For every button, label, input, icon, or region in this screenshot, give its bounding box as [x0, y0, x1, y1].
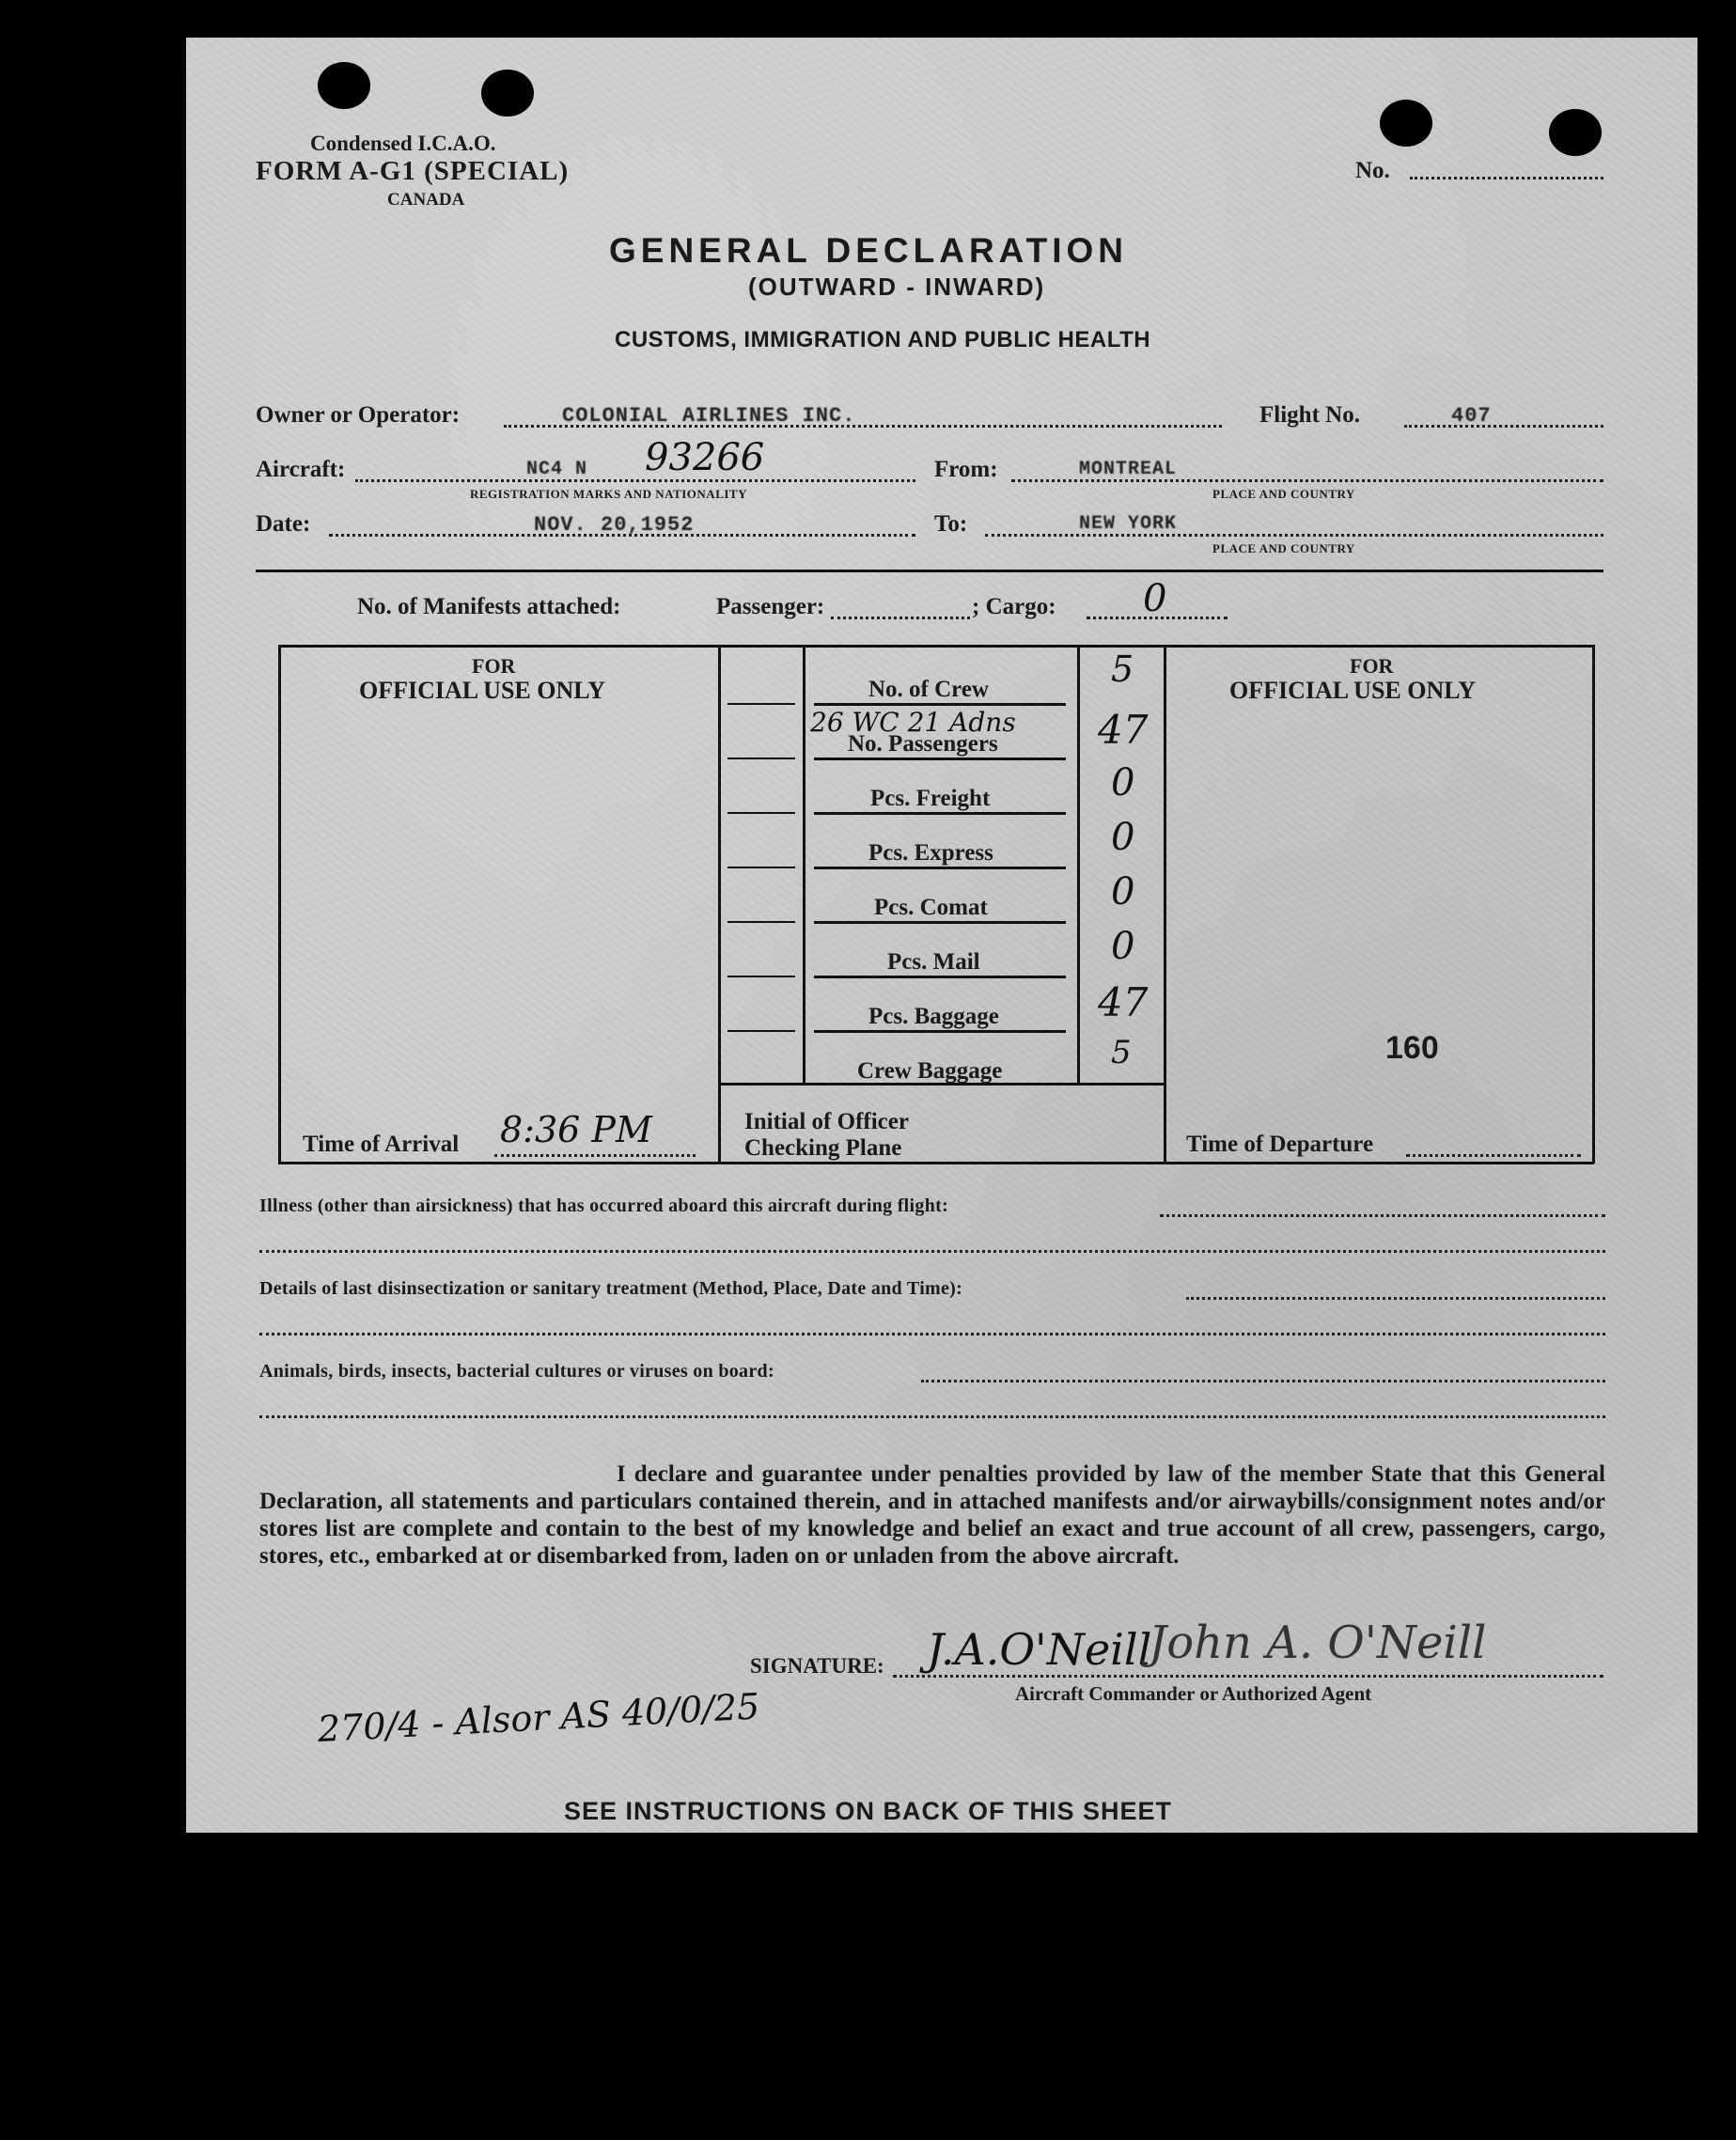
officer-label-1: Initial of Officer — [744, 1109, 909, 1134]
manifest-cargo-value: 0 — [1143, 577, 1167, 620]
comat-value: 0 — [1111, 870, 1135, 914]
disinsect-line-1 — [1186, 1297, 1605, 1300]
manifests-label: No. of Manifests attached: — [357, 594, 621, 619]
crew-baggage-label: Crew Baggage — [857, 1058, 1003, 1084]
to-place-caption: PLACE AND COUNTRY — [1212, 541, 1355, 555]
animals-line-2 — [259, 1415, 1605, 1418]
initials-line — [727, 812, 795, 814]
punch-hole-right-2 — [1549, 109, 1602, 156]
manifest-passenger-line — [831, 617, 970, 619]
signature-line — [893, 1675, 1603, 1678]
row-line — [814, 758, 1066, 760]
form-country-label: CANADA — [387, 190, 465, 210]
to-value: NEW YORK — [1079, 513, 1178, 535]
department-title: CUSTOMS, IMMIGRATION AND PUBLIC HEALTH — [615, 327, 1151, 352]
form-number-label: FORM A-G1 (SPECIAL) — [256, 156, 570, 186]
initials-line — [727, 758, 795, 759]
owner-value: COLONIAL AIRLINES INC. — [562, 404, 856, 428]
express-label: Pcs. Express — [868, 840, 993, 866]
row-line — [814, 703, 1066, 706]
express-value: 0 — [1111, 816, 1135, 859]
from-value: MONTREAL — [1079, 459, 1178, 480]
declaration-body: I declare and guarantee under penalties provided by law of the member State that this General Declaration, all statements and particulars contained therein, and in attached manifests and/or airwaybills/consignment notes and/or stores list are complete and contain to the best of my knowledge and belief an exact and true account of all crew, passengers, cargo, stores, etc., embarked at or disembarked from, laden on or unladen from the above aircraft. — [259, 1461, 1605, 1569]
table-top-border — [278, 645, 1594, 648]
illness-line-2 — [259, 1250, 1605, 1253]
right-official-title: OFFICIAL USE ONLY — [1229, 677, 1476, 704]
owner-label: Owner or Operator: — [256, 402, 461, 428]
to-label: To: — [934, 511, 968, 537]
row-line — [814, 812, 1066, 815]
aircraft-line — [355, 479, 915, 482]
arrival-value: 8:36 PM — [500, 1109, 652, 1150]
row-line — [814, 921, 1066, 924]
table-bottom-border — [278, 1162, 1594, 1164]
crew-label: No. of Crew — [868, 677, 989, 702]
manifest-passenger-label: Passenger: — [716, 594, 825, 619]
left-official-title: OFFICIAL USE ONLY — [359, 677, 605, 704]
crew-value: 5 — [1111, 648, 1134, 690]
arrival-label: Time of Arrival — [303, 1132, 460, 1157]
date-value: NOV. 20,1952 — [534, 513, 695, 537]
signature-1: J.A.O'Neill — [927, 1624, 1152, 1675]
page-title: GENERAL DECLARATION — [609, 231, 1129, 270]
serial-no-line — [1410, 177, 1603, 180]
departure-stamp-number: 160 — [1385, 1030, 1439, 1066]
mail-label: Pcs. Mail — [887, 949, 980, 975]
comat-label: Pcs. Comat — [874, 895, 988, 920]
departure-line — [1406, 1154, 1581, 1157]
to-line — [985, 534, 1603, 537]
baggage-label: Pcs. Baggage — [868, 1004, 999, 1029]
punch-hole-left-2 — [481, 70, 534, 117]
aircraft-value: NC4 N — [526, 459, 588, 480]
signature-label: SIGNATURE: — [750, 1654, 884, 1678]
signature-caption: Aircraft Commander or Authorized Agent — [1015, 1682, 1372, 1705]
row-line — [814, 1030, 1066, 1033]
from-place-caption: PLACE AND COUNTRY — [1212, 487, 1355, 501]
animals-line-1 — [921, 1380, 1605, 1382]
flight-no-label: Flight No. — [1259, 402, 1360, 428]
aircraft-label: Aircraft: — [256, 457, 346, 482]
passengers-label: No. Passengers — [848, 731, 998, 757]
officer-label-2: Checking Plane — [744, 1135, 902, 1161]
form-condensed-label: Condensed I.C.A.O. — [310, 132, 496, 155]
initials-line — [727, 703, 795, 705]
passengers-value: 47 — [1098, 707, 1149, 753]
mail-value: 0 — [1111, 925, 1135, 968]
passenger-breakdown-note: 26 WC 21 Adns — [810, 707, 1016, 738]
header-separator — [256, 570, 1603, 572]
table-divider-left — [718, 645, 721, 1164]
disinsect-line-2 — [259, 1333, 1605, 1336]
serial-no-label: No. — [1355, 158, 1390, 183]
manifest-cargo-label: ; Cargo: — [972, 594, 1056, 619]
counts-inner-right — [1077, 645, 1080, 1083]
initials-line — [727, 867, 795, 868]
aircraft-handwritten: 93266 — [645, 436, 765, 479]
freight-label: Pcs. Freight — [870, 786, 991, 811]
right-for-label: FOR — [1350, 654, 1394, 678]
baggage-value: 47 — [1098, 979, 1149, 1025]
signature-2: John A. O'Neill — [1149, 1617, 1487, 1669]
handwritten-note: 270/4 - Alsor AS 40/0/25 — [316, 1685, 761, 1750]
freight-value: 0 — [1111, 761, 1135, 804]
initials-line — [727, 976, 795, 977]
punch-hole-left-1 — [318, 62, 370, 109]
flight-no-line — [1404, 425, 1603, 428]
footer-instructions: SEE INSTRUCTIONS ON BACK OF THIS SHEET — [564, 1797, 1173, 1825]
row-line — [814, 867, 1066, 869]
declaration-text — [259, 1461, 1605, 1570]
table-left-border — [278, 645, 281, 1164]
illness-line-1 — [1160, 1214, 1605, 1217]
initials-line — [727, 1030, 795, 1032]
left-for-label: FOR — [472, 654, 516, 678]
date-label: Date: — [256, 511, 311, 537]
table-divider-right — [1164, 645, 1166, 1164]
declaration-form — [186, 38, 1697, 1833]
departure-label: Time of Departure — [1186, 1132, 1374, 1157]
arrival-line — [494, 1154, 696, 1157]
registration-caption: REGISTRATION MARKS AND NATIONALITY — [470, 487, 747, 501]
from-label: From: — [934, 457, 998, 482]
page-subtitle: (OUTWARD - INWARD) — [748, 273, 1046, 301]
initials-line — [727, 921, 795, 923]
crew-baggage-value: 5 — [1111, 1034, 1132, 1071]
table-right-border — [1592, 645, 1595, 1164]
illness-label: Illness (other than airsickness) that has occurred aboard this aircraft during flight: — [259, 1195, 949, 1216]
disinsect-label: Details of last disinsectization or sanitary treatment (Method, Place, Date and Time): — [259, 1278, 963, 1299]
punch-hole-right-1 — [1380, 100, 1432, 147]
animals-label: Animals, birds, insects, bacterial cultures or viruses on board: — [259, 1361, 774, 1382]
row-line — [814, 976, 1066, 978]
counts-inner-left — [803, 645, 805, 1083]
flight-no-value: 407 — [1451, 404, 1492, 428]
